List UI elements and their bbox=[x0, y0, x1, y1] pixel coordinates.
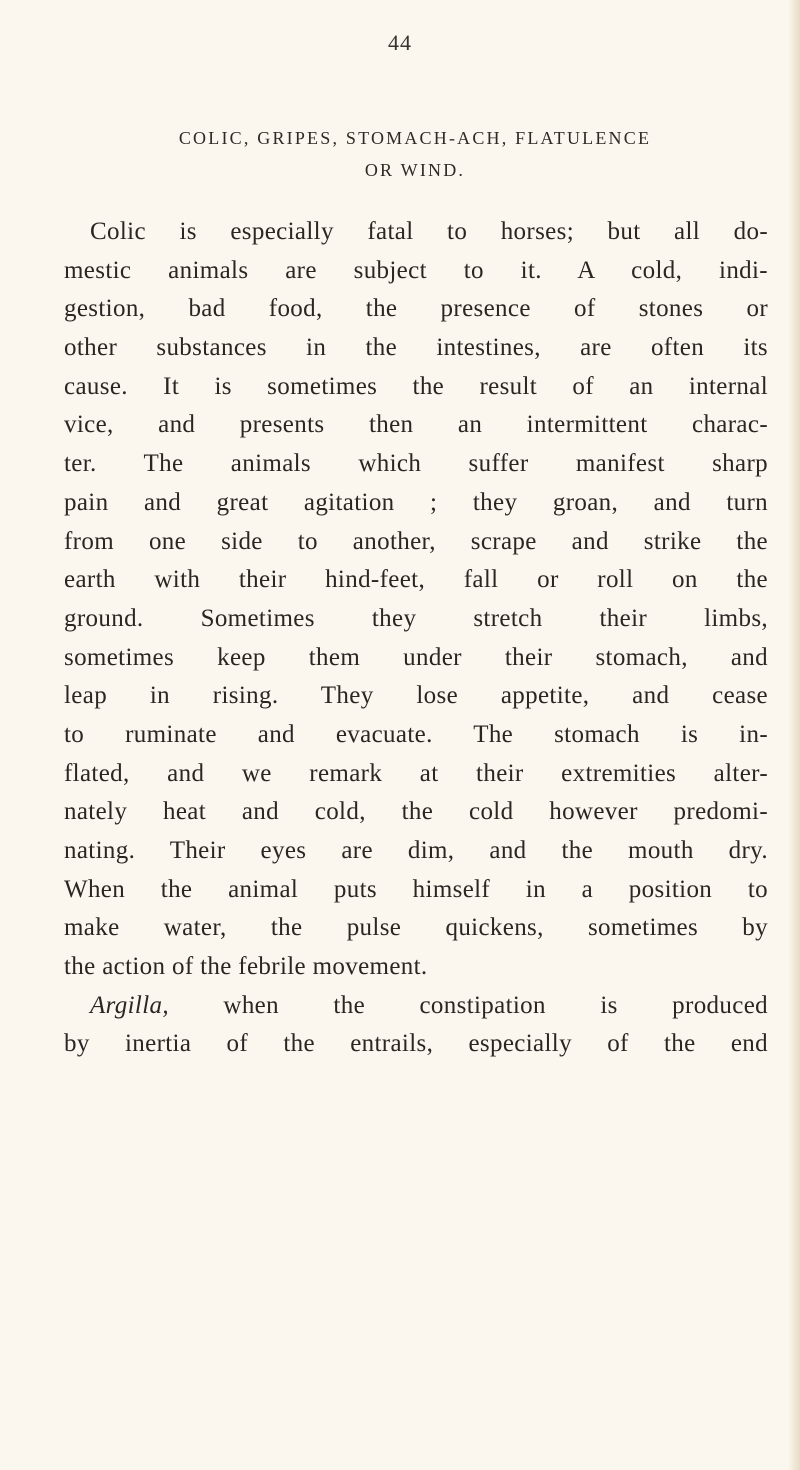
text-line: sometimes keep them under their stomach, and bbox=[64, 643, 768, 671]
text-line: Colic is especially fatal to horses; but all do- bbox=[90, 218, 768, 245]
text-line: the action of the febrile movement. bbox=[64, 953, 428, 981]
section-heading-continued: OR WIND. bbox=[364, 160, 466, 180]
text-line: ground. Sometimes they stretch their limbs, bbox=[64, 604, 768, 632]
text-line: flated, and we remark at their extremities alter- bbox=[64, 759, 768, 787]
text-line: When the animal puts himself in a position to bbox=[64, 875, 768, 903]
text-line: mestic animals are subject to it. A cold, indi- bbox=[64, 256, 768, 284]
text-line: gestion, bad food, the presence of stones or bbox=[64, 295, 768, 323]
section-heading: COLIC, GRIPES, STOMACH-ACH, FLATULENCE bbox=[178, 128, 652, 148]
text-line: vice, and presents then an intermittent charac- bbox=[64, 411, 768, 439]
remedy-name: Argilla, bbox=[90, 991, 169, 1019]
text-line: from one side to another, scrape and strike the bbox=[64, 527, 768, 555]
text-line: other substances in the intestines, are often its bbox=[64, 334, 768, 362]
text-line: ter. The animals which suffer manifest sharp bbox=[64, 450, 768, 478]
body-text bbox=[64, 213, 768, 1064]
text-line: pain and great agitation ; they groan, and turn bbox=[64, 488, 768, 516]
text-line: by inertia of the entrails, especially of the end bbox=[64, 1030, 768, 1058]
text-line: nating. Their eyes are dim, and the mouth dry. bbox=[64, 837, 768, 864]
text-line: to ruminate and evacuate. The stomach is in- bbox=[64, 720, 768, 748]
page-edge bbox=[788, 0, 800, 1470]
text-line: earth with their hind-feet, fall or roll on the bbox=[64, 566, 768, 594]
text-line: leap in rising. They lose appetite, and cease bbox=[64, 682, 768, 710]
page-number: 44 bbox=[388, 30, 412, 55]
text-line: nately heat and cold, the cold however predomi- bbox=[64, 798, 768, 826]
text-line: cause. It is sometimes the result of an internal bbox=[64, 372, 768, 400]
text-line bbox=[64, 987, 768, 1026]
text-line: make water, the pulse quickens, sometimes by bbox=[64, 914, 768, 942]
text-fragment: when the constipation is produced bbox=[168, 991, 768, 1019]
